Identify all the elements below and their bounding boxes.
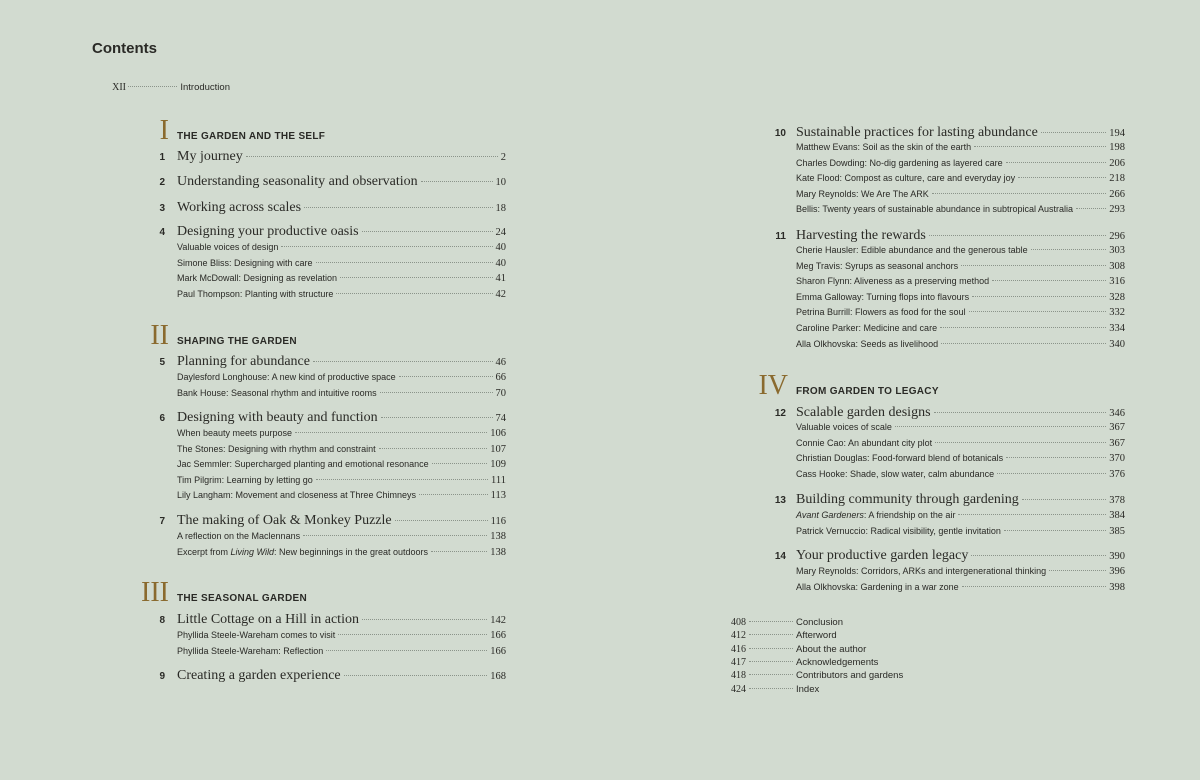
- subsection-page: 384: [1109, 510, 1125, 521]
- subsection-entry[interactable]: [177, 630, 506, 641]
- subsection-page: 396: [1109, 566, 1125, 577]
- part-heading: [728, 370, 939, 402]
- subsection-page: 370: [1109, 453, 1125, 464]
- back-matter-label: Index: [796, 683, 820, 695]
- chapter-page: 24: [495, 227, 506, 238]
- back-matter-entry[interactable]: [720, 644, 920, 655]
- subsection-page: 367: [1109, 437, 1125, 449]
- chapter-page: 2: [500, 152, 506, 163]
- chapter-entry[interactable]: [135, 224, 506, 240]
- leader-dots: [958, 514, 1106, 515]
- subsection-page: 107: [490, 443, 506, 455]
- subsection-page: 138: [490, 531, 506, 542]
- intro-label: Introduction: [180, 82, 230, 93]
- subsection-page: 206: [1109, 157, 1125, 169]
- subsection-title: Phyllida Steele-Wareham comes to visit: [177, 630, 336, 640]
- leader-dots: [1006, 162, 1107, 163]
- subsection-page: 376: [1109, 468, 1125, 480]
- chapter-page: 194: [1109, 128, 1125, 139]
- chapter-page: 46: [495, 357, 506, 368]
- subsection-page: 340: [1109, 338, 1125, 350]
- subsection-entry[interactable]: [177, 242, 506, 253]
- leader-dots: [326, 650, 487, 651]
- subsection-title: Alla Olkhovska: Gardening in a war zone: [796, 581, 959, 592]
- subsection-page: 367: [1109, 422, 1125, 433]
- chapter-entry[interactable]: [756, 492, 1125, 508]
- chapter-number: 4: [159, 227, 165, 238]
- part-title: SHAPING THE GARDEN: [177, 336, 297, 347]
- back-matter-entry[interactable]: [720, 684, 920, 695]
- subsection-entry[interactable]: [796, 566, 1125, 577]
- chapter-page: 168: [490, 671, 506, 682]
- subsection-page: 113: [490, 490, 506, 502]
- chapter-number: 3: [159, 203, 165, 214]
- chapter-entry[interactable]: [135, 668, 506, 684]
- chapter-title: Creating a garden experience: [177, 668, 341, 683]
- back-matter-label: Conclusion: [796, 617, 843, 628]
- subsection-title: Tim Pilgrim: Learning by letting go: [177, 474, 313, 485]
- subsection-entry[interactable]: [177, 646, 506, 657]
- leader-dots: [379, 448, 488, 449]
- subsection-title: Petrina Burrill: Flowers as food for the soul: [796, 307, 966, 318]
- subsection-entry[interactable]: [796, 189, 1125, 200]
- subsection-entry[interactable]: [796, 204, 1125, 215]
- subsection-page: 166: [490, 630, 506, 641]
- subsection-title: [796, 510, 955, 520]
- chapter-entry[interactable]: [135, 354, 506, 370]
- chapter-entry[interactable]: [135, 513, 506, 529]
- leader-dots: [932, 193, 1107, 194]
- leader-dots: [1018, 177, 1106, 178]
- part-numeral: I: [159, 115, 169, 146]
- leader-dots: [281, 246, 492, 247]
- subsection-title: The Stones: Designing with rhythm and constraint: [177, 443, 376, 454]
- leader-dots: [749, 634, 793, 635]
- chapter-number: 13: [774, 495, 786, 506]
- chapter-number: 5: [159, 357, 165, 368]
- subsection-page: 198: [1109, 142, 1125, 153]
- leader-dots: [362, 231, 493, 232]
- subsection-page: 293: [1109, 204, 1125, 215]
- subsection-title: Christian Douglas: Food-forward blend of botanicals: [796, 453, 1004, 463]
- intro-entry: [100, 82, 230, 93]
- chapter-number: 10: [774, 128, 786, 139]
- chapter-page: 74: [495, 413, 506, 424]
- subsection-page: 70: [495, 387, 506, 399]
- subsection-entry[interactable]: [796, 469, 1125, 480]
- subsection-entry[interactable]: [796, 526, 1125, 537]
- leader-dots: [340, 277, 492, 278]
- part-title: THE SEASONAL GARDEN: [177, 593, 307, 604]
- leader-dots: [997, 473, 1106, 474]
- subsection-entry[interactable]: [796, 582, 1125, 593]
- back-matter-entry[interactable]: [720, 617, 920, 628]
- leader-dots: [971, 555, 1106, 556]
- back-matter-entry[interactable]: [720, 670, 920, 681]
- part-heading: [109, 115, 325, 147]
- subsection-title: Jac Semmler: Supercharged planting and emotional resonance: [177, 459, 429, 470]
- back-matter-page: 418: [731, 670, 746, 682]
- chapter-title: Your productive garden legacy: [796, 548, 969, 563]
- subsection-entry[interactable]: [796, 422, 1125, 433]
- leader-dots: [969, 311, 1107, 312]
- chapter-title: The making of Oak & Monkey Puzzle: [177, 513, 392, 528]
- back-matter-entry[interactable]: [720, 657, 920, 668]
- chapter-number: 8: [159, 615, 165, 626]
- back-matter-label: Afterword: [796, 630, 837, 642]
- leader-dots: [295, 432, 487, 433]
- subsection-entry[interactable]: [796, 307, 1125, 318]
- leader-dots: [381, 417, 493, 418]
- leader-dots: [1022, 499, 1106, 500]
- chapter-page: 390: [1109, 551, 1125, 562]
- chapter-entry[interactable]: [135, 149, 506, 165]
- leader-dots: [338, 634, 487, 635]
- subsection-title-post: : A friendship on the air: [863, 510, 956, 520]
- chapter-title: Harvesting the rewards: [796, 228, 926, 243]
- subsection-entry[interactable]: [796, 453, 1125, 464]
- chapter-entry[interactable]: [756, 548, 1125, 564]
- subsection-page: 66: [495, 372, 506, 383]
- subsection-entry[interactable]: [796, 261, 1125, 272]
- back-matter-label: Acknowledgements: [796, 656, 879, 668]
- subsection-title: When beauty meets purpose: [177, 428, 293, 438]
- subsection-entry[interactable]: [796, 323, 1125, 334]
- chapter-entry[interactable]: [135, 200, 506, 216]
- leader-dots: [749, 621, 793, 622]
- chapter-title: Building community through gardening: [796, 492, 1019, 507]
- subsection-title: Caroline Parker: Medicine and care: [796, 323, 938, 333]
- chapter-title: Little Cottage on a Hill in action: [177, 612, 359, 627]
- back-matter-label: About the author: [796, 643, 867, 655]
- subsection-title: Mary Reynolds: We Are The ARK: [796, 188, 929, 199]
- back-matter-label: Contributors and gardens: [796, 670, 904, 682]
- subsection-title: Alla Olkhovska: Seeds as livelihood: [796, 338, 939, 349]
- chapter-page: 142: [490, 615, 506, 626]
- subsection-title: Bellis: Twenty years of sustainable abundance in subtropical Australia: [796, 204, 1073, 214]
- chapter-entry[interactable]: [135, 410, 506, 426]
- subsection-title-italic: Living Wild: [230, 546, 274, 557]
- subsection-title: Sharon Flynn: Aliveness as a preserving method: [796, 276, 990, 287]
- subsection-entry[interactable]: [177, 258, 506, 269]
- subsection-entry[interactable]: [796, 173, 1125, 184]
- subsection-page: 332: [1109, 307, 1125, 319]
- subsection-page: 328: [1109, 291, 1125, 303]
- chapter-title: Sustainable practices for lasting abundance: [796, 125, 1038, 140]
- subsection-entry[interactable]: [796, 339, 1125, 350]
- chapter-number: 9: [159, 671, 165, 682]
- subsection-title-pre: Excerpt from: [177, 546, 231, 557]
- subsection-page: 303: [1109, 245, 1125, 256]
- chapter-number: 14: [774, 551, 786, 562]
- subsection-entry[interactable]: [796, 245, 1125, 256]
- leader-dots: [380, 392, 493, 393]
- subsection-title: Lily Langham: Movement and closeness at Three Chimneys: [177, 490, 416, 501]
- chapter-number: 2: [159, 177, 165, 188]
- subsection-title: Emma Galloway: Turning flops into flavours: [796, 291, 970, 302]
- chapter-entry[interactable]: [756, 405, 1125, 421]
- subsection-title: Phyllida Steele-Wareham: Reflection: [177, 645, 324, 656]
- subsection-page: 40: [495, 242, 506, 253]
- leader-dots: [972, 296, 1106, 297]
- leader-dots: [431, 551, 487, 552]
- chapter-entry[interactable]: [756, 228, 1125, 244]
- subsection-page: 266: [1109, 188, 1125, 200]
- chapter-number: 12: [774, 408, 786, 419]
- subsection-title: [177, 547, 428, 557]
- back-matter-page: 417: [731, 656, 746, 668]
- leader-dots: [246, 156, 498, 157]
- leader-dots: [992, 280, 1106, 281]
- subsection-title: Mark McDowall: Designing as revelation: [177, 273, 338, 283]
- subsection-title: Valuable voices of scale: [796, 422, 892, 432]
- part-title: FROM GARDEN TO LEGACY: [796, 386, 939, 397]
- leader-dots: [929, 235, 1106, 236]
- leader-dots: [316, 262, 493, 263]
- chapter-title: My journey: [177, 149, 243, 164]
- subsection-page: 111: [491, 474, 506, 486]
- chapter-page: 378: [1109, 495, 1125, 506]
- chapter-number: 11: [775, 231, 786, 242]
- leader-dots: [1031, 249, 1107, 250]
- chapter-page: 116: [490, 516, 506, 527]
- chapter-page: 346: [1109, 408, 1125, 419]
- chapter-title: Designing your productive oasis: [177, 224, 359, 239]
- leader-dots: [1006, 457, 1106, 458]
- leader-dots: [749, 661, 793, 662]
- subsection-page: 316: [1109, 276, 1125, 288]
- subsection-page: 385: [1109, 525, 1125, 537]
- subsection-entry[interactable]: [177, 428, 506, 439]
- subsection-title: Patrick Vernuccio: Radical visibility, gentle invitation: [796, 525, 1001, 536]
- leader-dots: [421, 181, 493, 182]
- leader-dots: [1004, 530, 1106, 531]
- subsection-entry[interactable]: [177, 444, 506, 455]
- subsection-title: Bank House: Seasonal rhythm and intuitive rooms: [177, 387, 377, 398]
- leader-dots: [316, 479, 488, 480]
- leader-dots: [974, 146, 1106, 147]
- part-heading: [109, 577, 307, 609]
- chapter-page: 296: [1109, 231, 1125, 242]
- leader-dots: [935, 442, 1106, 443]
- subsection-title: A reflection on the Maclennans: [177, 531, 301, 541]
- subsection-page: 42: [495, 288, 506, 300]
- subsection-page: 109: [490, 459, 506, 471]
- subsection-title: Cass Hooke: Shade, slow water, calm abundance: [796, 468, 995, 479]
- leader-dots: [962, 586, 1107, 587]
- subsection-entry[interactable]: [796, 158, 1125, 169]
- leader-dots: [399, 376, 493, 377]
- back-matter-page: 412: [731, 630, 746, 642]
- subsection-page: 334: [1109, 323, 1125, 334]
- leader-dots: [940, 327, 1106, 328]
- chapter-number: 1: [159, 152, 165, 163]
- leader-dots: [961, 265, 1106, 266]
- subsection-title: Matthew Evans: Soil as the skin of the earth: [796, 142, 972, 152]
- subsection-entry[interactable]: [177, 475, 506, 486]
- subsection-title: Cherie Hausler: Edible abundance and the generous table: [796, 245, 1028, 255]
- chapter-title: Scalable garden designs: [796, 405, 931, 420]
- subsection-entry[interactable]: [796, 276, 1125, 287]
- back-matter-page: 416: [731, 643, 746, 655]
- subsection-page: 398: [1109, 581, 1125, 593]
- chapter-entry[interactable]: [135, 174, 506, 190]
- chapter-number: 6: [159, 413, 165, 424]
- part-numeral: III: [141, 577, 169, 608]
- subsection-page: 138: [490, 546, 506, 558]
- subsection-page: 166: [490, 645, 506, 657]
- subsection-entry[interactable]: [177, 547, 506, 558]
- leader-dots: [344, 675, 488, 676]
- subsection-entry[interactable]: [177, 372, 506, 383]
- part-numeral: IV: [758, 370, 788, 401]
- leader-dots: [313, 361, 493, 362]
- subsection-entry[interactable]: [177, 289, 506, 300]
- subsection-title: Paul Thompson: Planting with structure: [177, 288, 334, 299]
- subsection-title: Kate Flood: Compost as culture, care and everyday joy: [796, 173, 1016, 183]
- leader-dots: [432, 463, 488, 464]
- subsection-entry[interactable]: [177, 459, 506, 470]
- subsection-page: 106: [490, 428, 506, 439]
- leader-dots: [304, 207, 492, 208]
- back-matter-page: 424: [731, 683, 746, 695]
- subsection-title-italic: Avant Gardeners: [796, 510, 864, 520]
- chapter-title: Designing with beauty and function: [177, 410, 378, 425]
- subsection-title: Mary Reynolds: Corridors, ARKs and intergenerational thinking: [796, 566, 1047, 576]
- leader-dots: [1076, 208, 1106, 209]
- leader-dots: [303, 535, 487, 536]
- subsection-entry[interactable]: [177, 531, 506, 542]
- subsection-title: Connie Cao: An abundant city plot: [796, 437, 933, 448]
- chapter-number: 7: [159, 516, 165, 527]
- leader-dots: [749, 688, 793, 689]
- leader-dots: [895, 426, 1106, 427]
- subsection-title: Meg Travis: Syrups as seasonal anchors: [796, 260, 959, 271]
- subsection-title: Simone Bliss: Designing with care: [177, 257, 313, 268]
- chapter-title: Planning for abundance: [177, 354, 310, 369]
- subsection-entry[interactable]: [796, 510, 1125, 521]
- subsection-title: Charles Dowding: No-dig gardening as layered care: [796, 157, 1003, 168]
- part-heading: [109, 320, 297, 352]
- leader-dots: [128, 86, 177, 87]
- chapter-page: 18: [495, 203, 506, 214]
- subsection-title: Valuable voices of design: [177, 242, 279, 252]
- subsection-entry[interactable]: [177, 388, 506, 399]
- chapter-entry[interactable]: [135, 612, 506, 628]
- chapter-entry[interactable]: [756, 125, 1125, 141]
- leader-dots: [941, 343, 1106, 344]
- subsection-entry[interactable]: [796, 438, 1125, 449]
- subsection-page: 308: [1109, 260, 1125, 272]
- subsection-entry[interactable]: [177, 273, 506, 284]
- chapter-title: Understanding seasonality and observation: [177, 174, 418, 189]
- subsection-entry[interactable]: [177, 490, 506, 501]
- subsection-title: Daylesford Longhouse: A new kind of productive space: [177, 372, 396, 382]
- leader-dots: [1049, 570, 1106, 571]
- subsection-page: 40: [495, 257, 506, 269]
- back-matter-page: 408: [731, 617, 746, 628]
- leader-dots: [395, 520, 488, 521]
- part-numeral: II: [150, 320, 169, 351]
- page-title: Contents: [92, 40, 157, 57]
- leader-dots: [336, 293, 492, 294]
- leader-dots: [749, 648, 793, 649]
- subsection-title-post: : New beginnings in the great outdoors: [273, 546, 429, 557]
- back-matter-entry[interactable]: [720, 630, 920, 641]
- part-title: THE GARDEN AND THE SELF: [177, 131, 326, 142]
- subsection-page: 218: [1109, 173, 1125, 184]
- leader-dots: [362, 619, 487, 620]
- leader-dots: [749, 674, 793, 675]
- leader-dots: [934, 412, 1107, 413]
- chapter-page: 10: [495, 177, 506, 188]
- chapter-title: Working across scales: [177, 200, 302, 215]
- intro-page: XII: [112, 82, 126, 93]
- leader-dots: [419, 494, 488, 495]
- subsection-entry[interactable]: [796, 142, 1125, 153]
- subsection-entry[interactable]: [796, 292, 1125, 303]
- leader-dots: [1041, 132, 1106, 133]
- subsection-page: 41: [495, 273, 506, 284]
